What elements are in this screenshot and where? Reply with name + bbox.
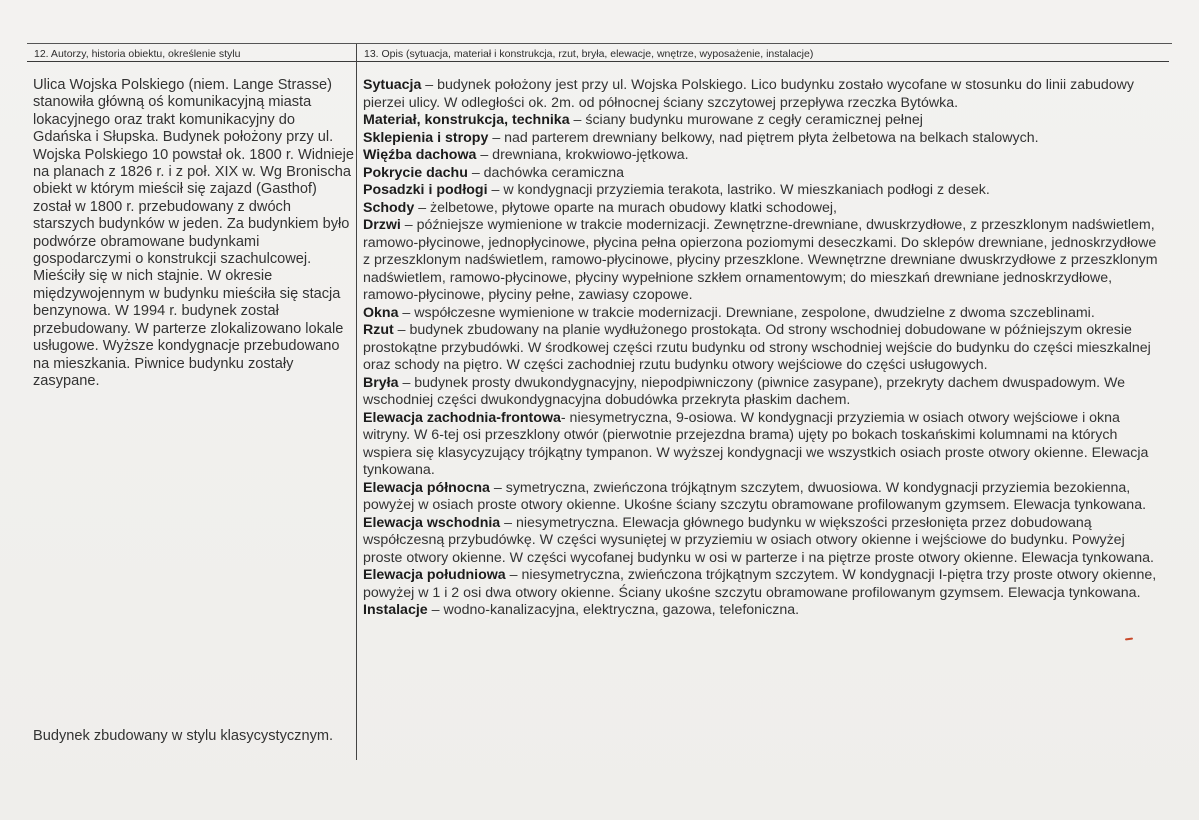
section-label: Instalacje (363, 602, 428, 618)
section-text: – budynek położony jest przy ul. Wojska Polskiego. Lico budynku zostało wycofane w stosunku do linii zabudowy pierzei ulicy. W odległości ok. 2m. od północnej ściany szczytowej przepływa rzeczka Bytówka. (363, 77, 1135, 111)
style-statement: Budynek zbudowany w stylu klasycystycznym. (33, 728, 334, 744)
section-label: Posadzki i podłogi (363, 182, 488, 198)
section-schody (363, 200, 1163, 218)
section-text: – drewniana, krokwiowo-jętkowa. (476, 147, 689, 163)
section-posadzki (363, 182, 1163, 200)
history-paragraph: Ulica Wojska Polskiego (niem. Lange Strasse) stanowiła główną oś komunikacyjną miasta lokacyjnego oraz trakt komunikacyjny do Gdańska i Słupska. Budynek położony przy ul. Wojska Polskiego 10 powstał ok. 1800 r. Widnieje na planach z 1826 r. i z poł. XIX w. Wg Bronischa obiekt w którym mieścił się zajazd (Gasthof) został w 1800 r. przebudowany z dwóch starszych budynków w jeden. Za budynkiem było podwórze obramowane budynkami gospodarczymi o konstrukcji szachulcowej. Mieściły się w nich stajnie. W okresie międzywojennym w budynku mieściła się stacja benzynowa. W 1994 r. budynek został przebudowany. W parterze zlokalizowano lokale usługowe. Wyższe kondygnacje przebudowano na mieszkania. Piwnice budynku zostały zasypane. (33, 77, 354, 389)
section-text: – współczesne wymienione w trakcie modernizacji. Drewniane, zespolone, dwudzielne z dwoma szczeblinami. (398, 304, 1095, 321)
section-drzwi (363, 217, 1163, 305)
section-elewacja-wschodnia (363, 515, 1163, 568)
section-text: – budynek zbudowany na planie wydłużonego prostokąta. Od strony wschodniej dobudowane w późniejszym okresie prostokątne przybudówki. W środkowej części rzutu budynku od strony wschodniej wejście do budynku do części mieszkalnej oraz schody na piętro. W części zachodniej rzutu budynku otwory wejściowe do części usługowych. (363, 322, 1151, 373)
section-wiezba (363, 147, 1163, 165)
column-divider (356, 44, 357, 760)
section-label: Materiał, konstrukcja, technika (363, 112, 570, 128)
section-material (363, 112, 1163, 130)
section-elewacja-zachodnia (363, 410, 1163, 480)
section-elewacja-poludniowa (363, 567, 1163, 602)
section-label: Elewacja wschodnia (363, 514, 501, 531)
section-text: - niesymetryczna, 9-osiowa. W kondygnacji przyziemia w osiach otwory wejściowe i okna witryny. W 6-tej osi przeszklony otwór (pierwotnie przejezdna brama) ujęty po bokach toskańskimi kolumnami na których wspiera się klasycyzujący trójkątny tympanon. W wyższej kondygnacji we wszystkich osiach proste otwory okienne. Elewacja tynkowana. (363, 409, 1149, 478)
section-text: – niesymetryczna, zwieńczona trójkątnym szczytem. W kondygnacji I-piętra trzy proste otwory okienne, powyżej w 1 i 2 osi dwa otwory okienne. Ściany ukośne szczytu obramowane profilowanym gzymsem. Elewacja tynkowana. (363, 567, 1157, 601)
top-rule (27, 43, 1172, 44)
section-label: Elewacja północna (363, 479, 490, 496)
left-column-header: 12. Autorzy, historia obiektu, określenie stylu (34, 48, 241, 60)
section-label: Elewacja zachodnia-frontowa (363, 409, 561, 426)
section-instalacje (363, 602, 1163, 620)
section-text: – budynek prosty dwukondygnacyjny, niepodpiwniczony (piwnice zasypane), przekryty dachem dwuspadowym. We wschodniej części dwukondygnacyjna dobudówka przekryta płaskim dachem. (363, 374, 1126, 408)
section-sytuacja (363, 77, 1163, 112)
red-pen-mark (1125, 637, 1133, 640)
section-label: Elewacja południowa (363, 567, 506, 583)
section-label: Drzwi (363, 217, 401, 233)
description-text-block (363, 77, 1163, 620)
section-text: – późniejsze wymienione w trakcie modernizacji. Zewnętrzne-drewniane, dwuskrzydłowe, z przeszklonym nadświetlem, ramowo-płycinowe, jednopłycinowe, płycina pełna opierzona poziomymi deseczkami. Do sklepów drewniane, jednoskrzydłowe z przeszklonym nadświetlem, ramowo-płycinowe, płyciny przeszklone. Wewnętrzne drewniane dwuskrzydłowe z przeszklonym nadświetlem, ramowo-płycinowe, płyciny wypełnione szkłem ornamentowym; do mieszkań drewniane jednoskrzydłowe, ramowo-płycinowe, płyciny pełne, zawiasy czopowe. (363, 217, 1158, 303)
section-label: Bryła (363, 374, 399, 391)
section-label: Sytuacja (363, 77, 422, 93)
section-elewacja-polnocna (363, 480, 1163, 515)
section-label: Pokrycie dachu (363, 164, 468, 181)
header-rule (27, 61, 1169, 62)
section-okna (363, 305, 1163, 323)
section-text: – ściany budynku murowane z cegły ceramicznej pełnej (569, 112, 923, 128)
section-text: – niesymetryczna. Elewacja głównego budynku w większości przesłonięta przez dobudowaną współczesną przybudówkę. W części wysuniętej w przyziemiu w osiach otwory okienne i wejściowe do budynku. Powyżej proste otwory okienne. W części wycofanej budynku w osi w parterze i na piętrze proste otwory okienne. Elewacja tynkowana. (363, 514, 1154, 566)
section-bryla (363, 375, 1163, 410)
section-label: Schody (363, 199, 415, 216)
right-column-header: 13. Opis (sytuacja, materiał i konstrukcja, rzut, bryła, elewacje, wnętrze, wyposażenie, instalacje) (364, 48, 814, 60)
section-label: Więźba dachowa (363, 147, 477, 163)
section-text: – wodno-kanalizacyjna, elektryczna, gazowa, telefoniczna. (427, 602, 800, 618)
section-label: Okna (363, 304, 399, 321)
section-rzut (363, 322, 1163, 375)
section-text: – nad parterem drewniany belkowy, nad piętrem płyta żelbetowa na belkach stalowych. (488, 129, 1039, 146)
section-pokrycie (363, 165, 1163, 183)
section-text: – symetryczna, zwieńczona trójkątnym szczytem, dwuosiowa. W kondygnacji przyziemia bezokienna, powyżej w osiach proste otwory okienne. Ukośne ściany szczytu obramowane profilowanym gzymsem. Elewacja tynkowana. (363, 479, 1147, 513)
section-text: – dachówka ceramiczna (467, 164, 625, 181)
section-text: – żelbetowe, płytowe oparte na murach obudowy klatki schodowej, (414, 199, 837, 216)
section-sklepienia (363, 130, 1163, 148)
section-text: – w kondygnacji przyziemia terakota, lastriko. W mieszkaniach podłogi z desek. (487, 182, 990, 198)
section-label: Rzut (363, 322, 394, 338)
section-label: Sklepienia i stropy (363, 129, 489, 146)
history-text-block (33, 77, 355, 390)
